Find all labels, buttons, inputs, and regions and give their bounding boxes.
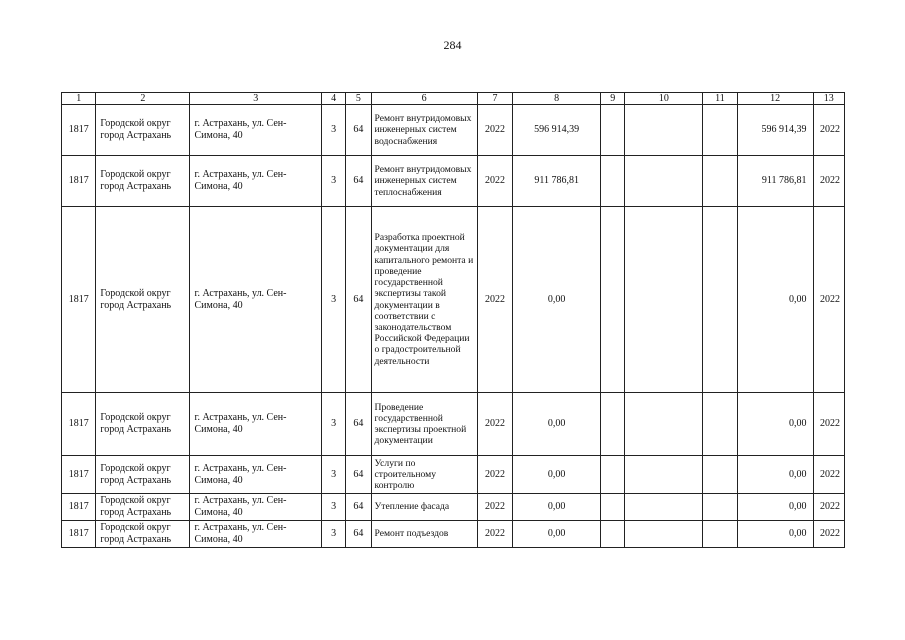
cell-endyear: 2022 bbox=[813, 156, 844, 207]
cell-year: 2022 bbox=[477, 393, 512, 456]
cell-floors: 3 bbox=[321, 456, 345, 494]
cell-c11 bbox=[703, 393, 737, 456]
cell-work: Разработка проектной документации для капитального ремонта и проведение государственной экспертизы такой документации в соответствии с законодательством Российской Федерации о градостроительной деятельности bbox=[371, 207, 477, 393]
cell-cost: 0,00 bbox=[513, 494, 601, 521]
cell-id: 1817 bbox=[62, 494, 96, 521]
cell-cost: 0,00 bbox=[513, 207, 601, 393]
cell-year: 2022 bbox=[477, 105, 512, 156]
cell-municipality: Городской округ город Астрахань bbox=[96, 521, 190, 548]
cell-total: 911 786,81 bbox=[737, 156, 813, 207]
cell-c9 bbox=[601, 156, 625, 207]
cell-c10 bbox=[625, 207, 703, 393]
cell-c11 bbox=[703, 105, 737, 156]
cell-endyear: 2022 bbox=[813, 105, 844, 156]
cell-total: 0,00 bbox=[737, 521, 813, 548]
cell-c10 bbox=[625, 521, 703, 548]
cell-apts: 64 bbox=[346, 521, 371, 548]
cell-total: 0,00 bbox=[737, 456, 813, 494]
cell-cost: 596 914,39 bbox=[513, 105, 601, 156]
column-header-13: 13 bbox=[813, 93, 844, 105]
cell-id: 1817 bbox=[62, 156, 96, 207]
cell-year: 2022 bbox=[477, 494, 512, 521]
cell-endyear: 2022 bbox=[813, 494, 844, 521]
page-number: 284 bbox=[443, 38, 462, 52]
cell-address: г. Астрахань, ул. Сен-Симона, 40 bbox=[190, 393, 322, 456]
cell-c10 bbox=[625, 456, 703, 494]
cell-work: Проведение государственной экспертизы проектной документации bbox=[371, 393, 477, 456]
column-header-12: 12 bbox=[737, 93, 813, 105]
cell-c9 bbox=[601, 494, 625, 521]
cell-id: 1817 bbox=[62, 521, 96, 548]
cell-municipality: Городской округ город Астрахань bbox=[96, 105, 190, 156]
header-row bbox=[62, 93, 845, 105]
column-header-11: 11 bbox=[703, 93, 737, 105]
cell-municipality: Городской округ город Астрахань bbox=[96, 393, 190, 456]
cell-c10 bbox=[625, 156, 703, 207]
cell-c11 bbox=[703, 494, 737, 521]
cell-apts: 64 bbox=[346, 156, 371, 207]
table-row bbox=[62, 521, 845, 548]
column-header-10: 10 bbox=[625, 93, 703, 105]
cell-municipality: Городской округ город Астрахань bbox=[96, 456, 190, 494]
cell-endyear: 2022 bbox=[813, 456, 844, 494]
cell-c11 bbox=[703, 156, 737, 207]
cell-total: 596 914,39 bbox=[737, 105, 813, 156]
table-row bbox=[62, 207, 845, 393]
cell-address: г. Астрахань, ул. Сен-Симона, 40 bbox=[190, 456, 322, 494]
column-header-9: 9 bbox=[601, 93, 625, 105]
column-header-6: 6 bbox=[371, 93, 477, 105]
cell-c11 bbox=[703, 207, 737, 393]
cell-apts: 64 bbox=[346, 456, 371, 494]
cell-c10 bbox=[625, 105, 703, 156]
cell-c11 bbox=[703, 456, 737, 494]
column-header-3: 3 bbox=[190, 93, 322, 105]
cell-apts: 64 bbox=[346, 393, 371, 456]
table-body bbox=[62, 105, 845, 548]
cell-year: 2022 bbox=[477, 156, 512, 207]
cell-floors: 3 bbox=[321, 393, 345, 456]
table-row bbox=[62, 393, 845, 456]
cell-municipality: Городской округ город Астрахань bbox=[96, 494, 190, 521]
cell-year: 2022 bbox=[477, 456, 512, 494]
cell-c10 bbox=[625, 393, 703, 456]
cell-apts: 64 bbox=[346, 494, 371, 521]
cell-endyear: 2022 bbox=[813, 393, 844, 456]
cell-endyear: 2022 bbox=[813, 521, 844, 548]
cell-municipality: Городской округ город Астрахань bbox=[96, 156, 190, 207]
cell-cost: 0,00 bbox=[513, 393, 601, 456]
column-header-5: 5 bbox=[346, 93, 371, 105]
cell-cost: 0,00 bbox=[513, 521, 601, 548]
cell-address: г. Астрахань, ул. Сен-Симона, 40 bbox=[190, 207, 322, 393]
repair-schedule-table bbox=[61, 92, 845, 548]
cell-apts: 64 bbox=[346, 207, 371, 393]
cell-year: 2022 bbox=[477, 207, 512, 393]
cell-c9 bbox=[601, 207, 625, 393]
cell-cost: 911 786,81 bbox=[513, 156, 601, 207]
cell-total: 0,00 bbox=[737, 393, 813, 456]
cell-address: г. Астрахань, ул. Сен-Симона, 40 bbox=[190, 105, 322, 156]
cell-work: Ремонт внутридомовых инженерных систем теплоснабжения bbox=[371, 156, 477, 207]
cell-c9 bbox=[601, 456, 625, 494]
column-header-1: 1 bbox=[62, 93, 96, 105]
cell-address: г. Астрахань, ул. Сен-Симона, 40 bbox=[190, 156, 322, 207]
cell-id: 1817 bbox=[62, 105, 96, 156]
cell-municipality: Городской округ город Астрахань bbox=[96, 207, 190, 393]
cell-address: г. Астрахань, ул. Сен-Симона, 40 bbox=[190, 521, 322, 548]
table-row bbox=[62, 105, 845, 156]
cell-apts: 64 bbox=[346, 105, 371, 156]
cell-id: 1817 bbox=[62, 456, 96, 494]
cell-year: 2022 bbox=[477, 521, 512, 548]
cell-floors: 3 bbox=[321, 105, 345, 156]
cell-c11 bbox=[703, 521, 737, 548]
cell-endyear: 2022 bbox=[813, 207, 844, 393]
cell-floors: 3 bbox=[321, 156, 345, 207]
cell-c10 bbox=[625, 494, 703, 521]
table-row bbox=[62, 494, 845, 521]
cell-total: 0,00 bbox=[737, 494, 813, 521]
cell-c9 bbox=[601, 105, 625, 156]
cell-floors: 3 bbox=[321, 494, 345, 521]
cell-c9 bbox=[601, 393, 625, 456]
cell-address: г. Астрахань, ул. Сен-Симона, 40 bbox=[190, 494, 322, 521]
cell-work: Ремонт внутридомовых инженерных систем водоснабжения bbox=[371, 105, 477, 156]
cell-floors: 3 bbox=[321, 521, 345, 548]
cell-cost: 0,00 bbox=[513, 456, 601, 494]
cell-work: Услуги по строительному контролю bbox=[371, 456, 477, 494]
cell-floors: 3 bbox=[321, 207, 345, 393]
column-header-2: 2 bbox=[96, 93, 190, 105]
cell-total: 0,00 bbox=[737, 207, 813, 393]
cell-c9 bbox=[601, 521, 625, 548]
table-row bbox=[62, 156, 845, 207]
cell-work: Ремонт подъездов bbox=[371, 521, 477, 548]
cell-id: 1817 bbox=[62, 207, 96, 393]
cell-work: Утепление фасада bbox=[371, 494, 477, 521]
column-header-4: 4 bbox=[321, 93, 345, 105]
table-row bbox=[62, 456, 845, 494]
cell-id: 1817 bbox=[62, 393, 96, 456]
column-header-8: 8 bbox=[513, 93, 601, 105]
column-header-7: 7 bbox=[477, 93, 512, 105]
